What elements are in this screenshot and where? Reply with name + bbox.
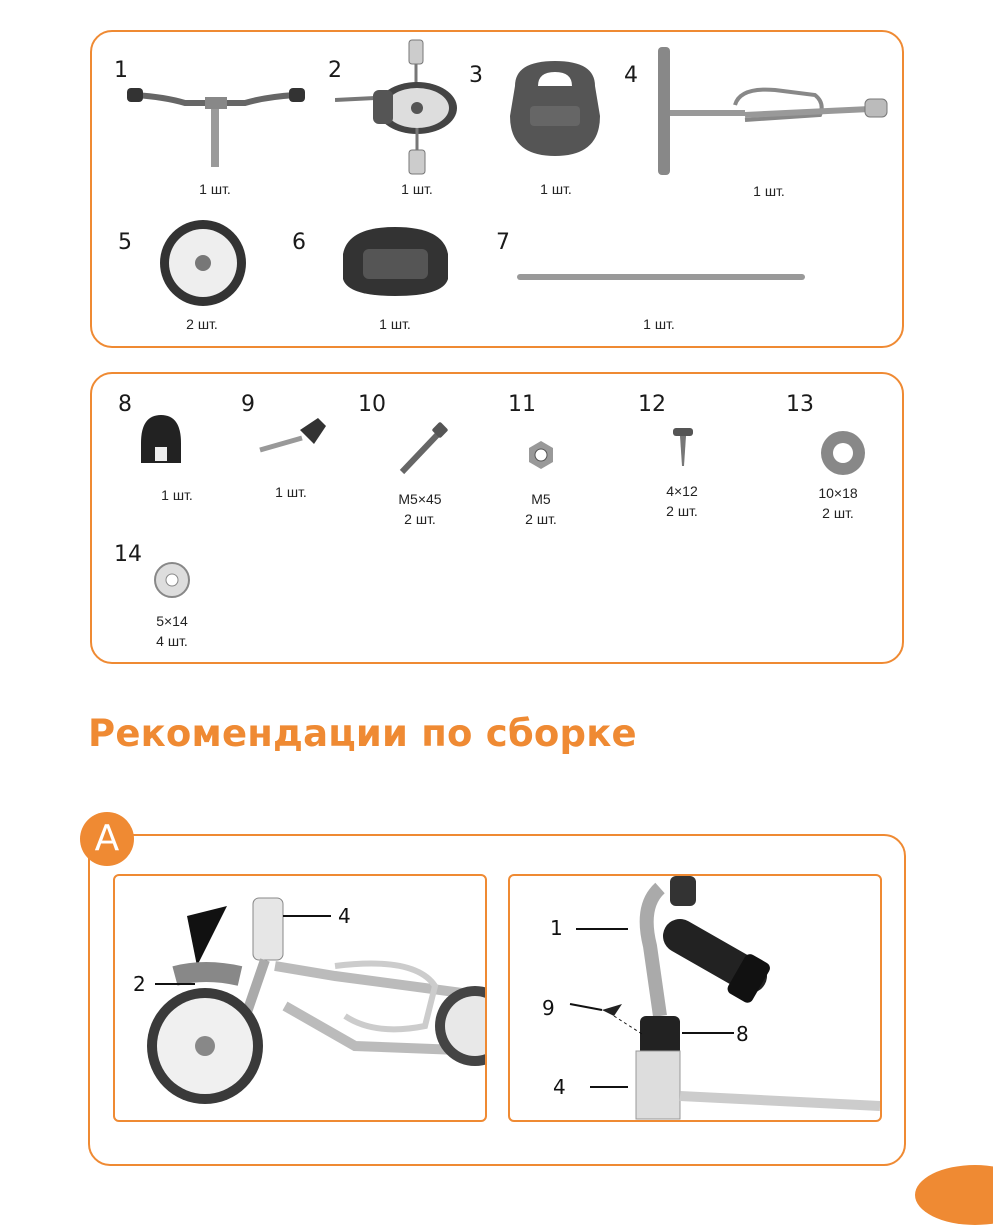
axle-icon <box>516 270 806 284</box>
step-illustration-left <box>113 874 487 1122</box>
section-heading: Рекомендации по сборке <box>88 712 637 755</box>
part-number: 13 <box>786 392 814 417</box>
part-number: 5 <box>118 230 132 255</box>
assembly-frame-icon <box>115 876 485 1120</box>
part-qty: 1 шт. <box>540 181 572 197</box>
part-number: 8 <box>118 392 132 417</box>
clamp-icon <box>137 413 185 467</box>
part-qty: 2 шт. <box>525 511 557 527</box>
part-number: 12 <box>638 392 666 417</box>
front-wheel-fork-icon <box>335 38 465 178</box>
part-number: 7 <box>496 230 510 255</box>
washer-icon <box>818 428 868 478</box>
part-size: 5×14 <box>156 613 188 629</box>
nut-icon <box>526 440 556 470</box>
part-number: 9 <box>241 392 255 417</box>
part-qty: 1 шт. <box>379 316 411 332</box>
part-size: 4×12 <box>666 483 698 499</box>
callout-label: 8 <box>736 1022 749 1046</box>
callout-label: 2 <box>133 972 146 996</box>
part-qty: 1 шт. <box>161 487 193 503</box>
screw-icon <box>670 426 696 468</box>
small-washer-icon <box>152 560 192 600</box>
part-number: 2 <box>328 58 342 83</box>
part-qty: 1 шт. <box>643 316 675 332</box>
handlebar-icon <box>125 75 305 170</box>
tbolt-icon <box>256 408 336 458</box>
step-badge: A <box>80 812 134 866</box>
part-qty: 2 шт. <box>404 511 436 527</box>
page-corner-decoration <box>915 1165 993 1225</box>
callout-label: 4 <box>338 904 351 928</box>
part-qty: 1 шт. <box>199 181 231 197</box>
part-qty: 1 шт. <box>753 183 785 199</box>
part-size: 10×18 <box>818 485 858 501</box>
callout-label: 4 <box>553 1075 566 1099</box>
basket-icon <box>338 224 453 299</box>
frame-icon <box>655 45 890 177</box>
part-number: 11 <box>508 392 536 417</box>
part-number: 1 <box>114 58 128 83</box>
part-qty: 4 шт. <box>156 633 188 649</box>
part-number: 4 <box>624 63 638 88</box>
part-qty: 2 шт. <box>666 503 698 519</box>
part-number: 6 <box>292 230 306 255</box>
seat-icon <box>500 56 610 161</box>
callout-label: 1 <box>550 916 563 940</box>
part-qty: 1 шт. <box>275 484 307 500</box>
part-qty: 2 шт. <box>822 505 854 521</box>
part-qty: 2 шт. <box>186 316 218 332</box>
callout-label: 9 <box>542 996 555 1020</box>
bolt-icon <box>396 422 450 476</box>
part-number: 14 <box>114 542 142 567</box>
part-number: 10 <box>358 392 386 417</box>
part-size: M5×45 <box>398 491 442 507</box>
part-size: M5 <box>531 491 551 507</box>
rear-wheel-icon <box>158 218 248 308</box>
part-qty: 1 шт. <box>401 181 433 197</box>
part-number: 3 <box>469 63 483 88</box>
